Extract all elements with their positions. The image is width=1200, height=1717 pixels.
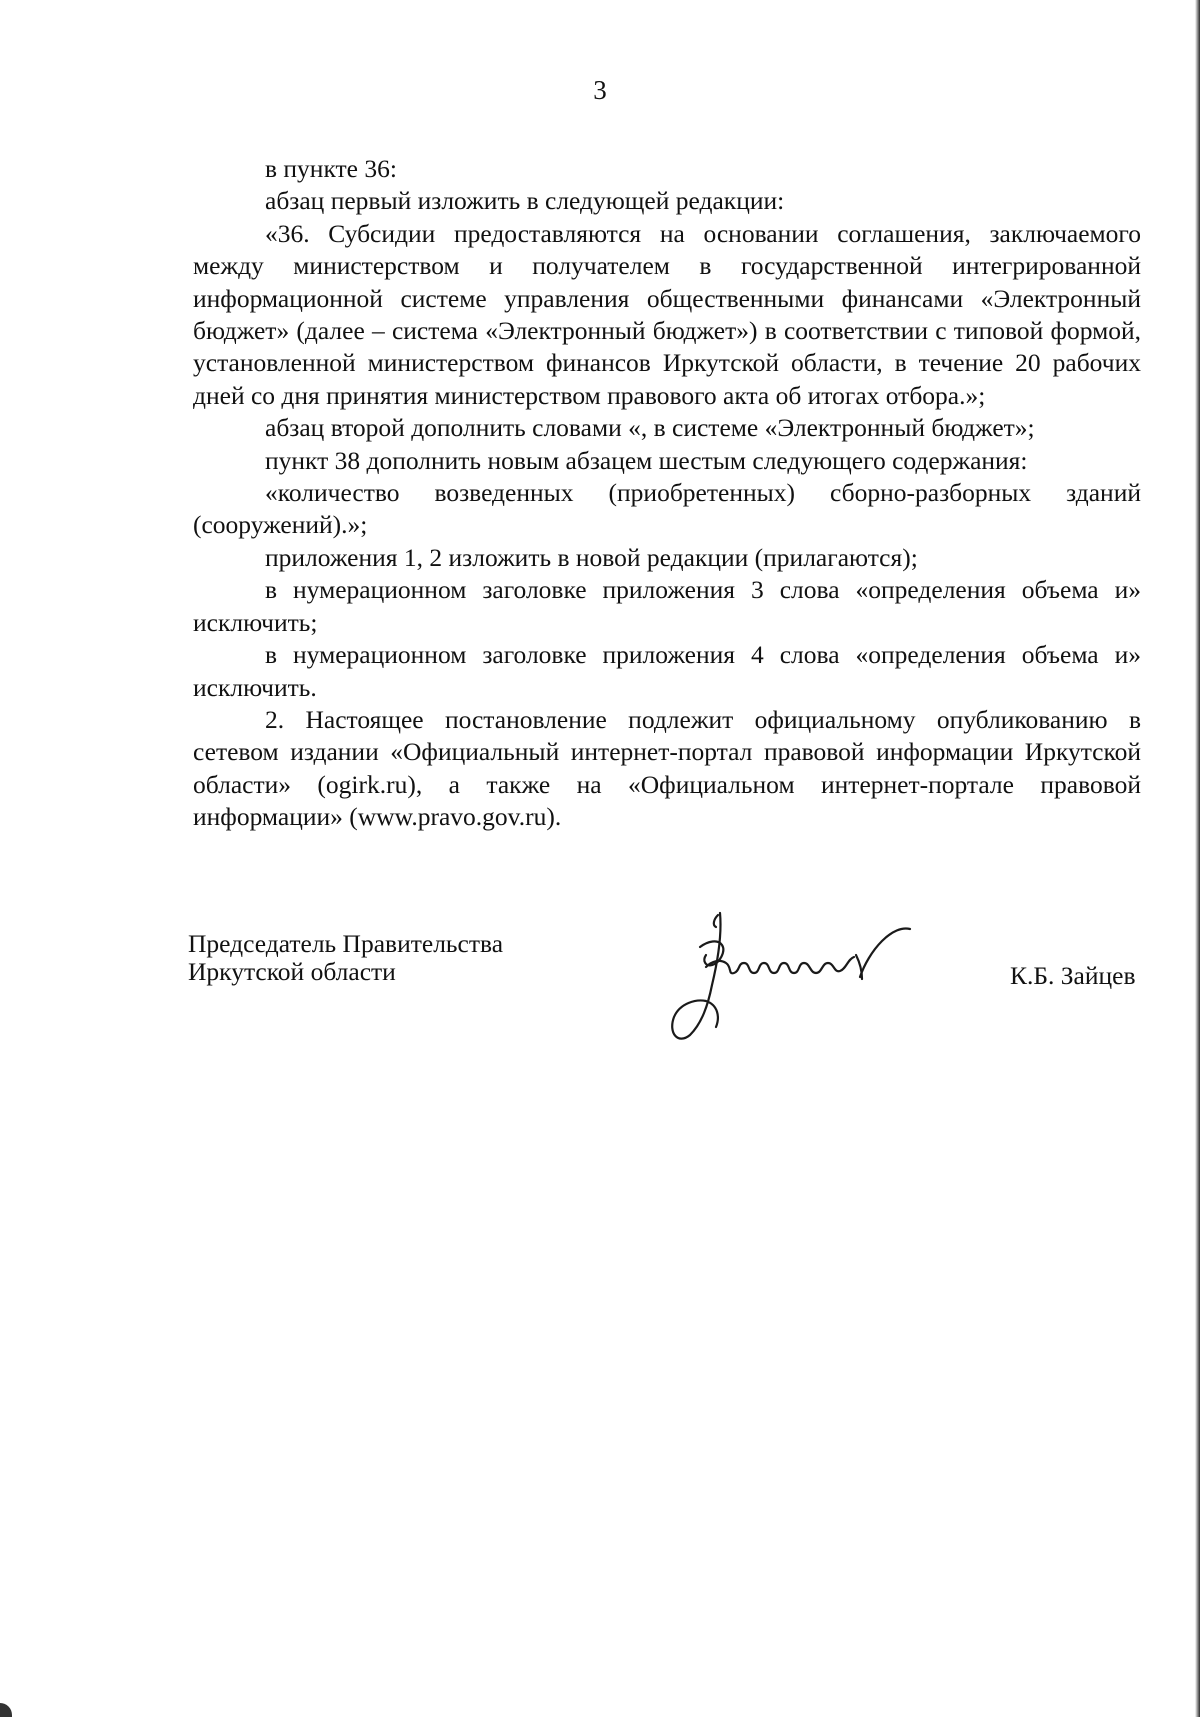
paragraph-point-38: пункт 38 дополнить новым абзацем шестым следующего содержания: (265, 445, 1028, 475)
scan-corner-mark (0, 1703, 12, 1717)
position-line-2: Иркутской области (188, 957, 396, 986)
paragraph-second-abzac: абзац второй дополнить словами «, в системе «Электронный бюджет»; (265, 413, 1035, 443)
paragraph-publication: 2. Настоящее постановление подлежит официальному опубликованию в сетевом издании «Официальный интернет-портал правовой информации Иркутской области» (ogirk.ru), а также на «Официальном интернет-портале правовой информации» (www.pravo.gov.ru). (193, 704, 1141, 832)
signatory-position (188, 930, 503, 986)
position-line-1: Председатель Правительства (188, 929, 504, 958)
paragraph-point-36-text: «36. Субсидии предоставляются на основании соглашения, заключаемого между министерством и получателем в государственной интегрированной информационной системе управления общественными финансами «Электронный бюджет» (далее – система «Электронный бюджет») в соответствии с типовой формой, установленной министерством финансов Иркутской области, в течение 20 рабочих дней со дня принятия министерством правового акта об итогах отбора.»; (193, 218, 1141, 410)
page-number: 3 (593, 75, 607, 105)
paragraph-first-abzac: абзац первый изложить в следующей редакции: (265, 186, 785, 216)
paragraph-point-36-intro: в пункте 36: (265, 154, 397, 183)
signer-name: К.Б. Зайцев (1010, 961, 1136, 990)
paragraph-appendix-3: в нумерационном заголовке приложения 3 слова «определения объема и» исключить; (193, 575, 1141, 637)
paragraph-appendices-1-2: приложения 1, 2 изложить в новой редакции (прилагаются); (265, 542, 918, 572)
handwritten-signature (660, 905, 940, 1055)
paragraph-buildings-count: «количество возведенных (приобретенных) сборно-разборных зданий (сооружений).»; (193, 478, 1141, 540)
scan-edge-shadow (1195, 0, 1200, 1717)
paragraph-appendix-4: в нумерационном заголовке приложения 4 слова «определения объема и» исключить. (193, 640, 1141, 702)
document-body (193, 153, 1141, 834)
